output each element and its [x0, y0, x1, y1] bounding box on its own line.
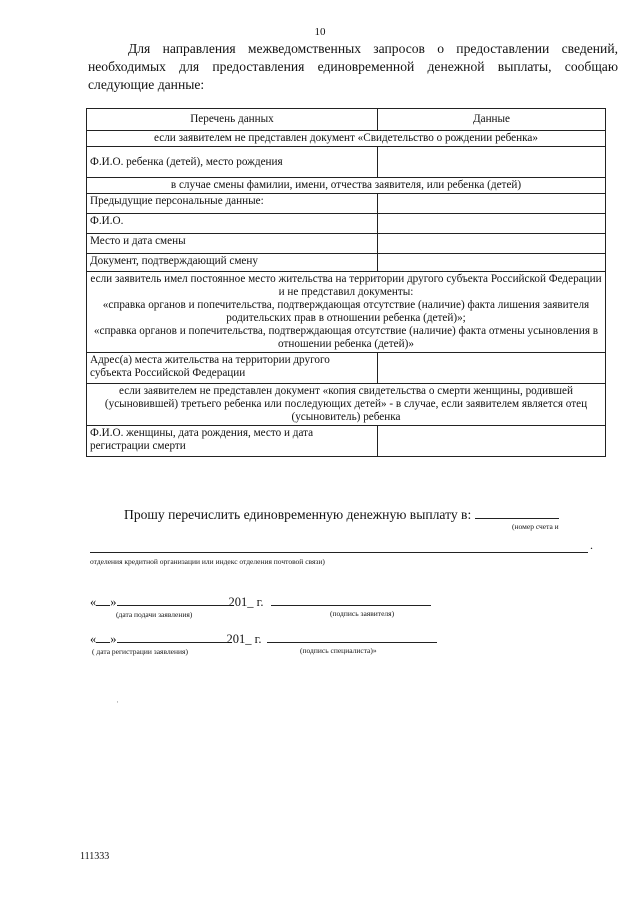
page-number: 10 [314, 26, 326, 38]
label-change-place-date: Место и дата смены [87, 234, 378, 254]
footer-code: 111333 [80, 851, 110, 862]
applicant-open-quote: « [90, 595, 97, 609]
table-row [87, 131, 606, 147]
table-row [87, 353, 606, 384]
intro-paragraph [88, 40, 618, 94]
caption-applicant-date: (дата подачи заявления) [116, 610, 193, 619]
other-region-doc-1: «справка органов и попечительства, подтверждающая отсутствие (наличие) факта лишения заявителя родительских прав в отношении ребенка (детей)»; [102, 299, 590, 324]
section-death-certificate: если заявителем не представлен документ «копия свидетельства о смерти женщины, родившей (усыновившей) третьего ребенка или последующих детей» - в случае, если заявителем является отец (усыновитель) ребенка [87, 384, 606, 426]
value-fio[interactable] [378, 214, 606, 234]
applicant-day-field[interactable] [96, 595, 110, 606]
value-change-document[interactable] [378, 254, 606, 272]
applicant-date-line [90, 595, 431, 610]
value-woman-data[interactable] [378, 426, 606, 457]
specialist-day-field[interactable] [96, 632, 110, 643]
table-row [87, 426, 606, 457]
applicant-year: 201_ г. [228, 595, 264, 609]
value-change-place-date[interactable] [378, 234, 606, 254]
bank-details-field[interactable] [90, 539, 588, 553]
data-table [86, 108, 606, 457]
specialist-year: 201_ г. [226, 632, 262, 646]
table-row [87, 194, 606, 214]
specialist-month-field[interactable] [117, 632, 227, 643]
specialist-date-line [90, 632, 437, 647]
header-data-list: Перечень данных [87, 109, 378, 131]
section-name-change: в случае смены фамилии, имени, отчества заявителя, или ребенка (детей) [87, 178, 606, 194]
label-woman-data: Ф.И.О. женщины, дата рождения, место и дата регистрации смерти [87, 426, 378, 457]
specialist-open-quote: « [90, 632, 97, 646]
other-region-doc-2: «справка органов и попечительства, подтверждающая отсутствие (наличие) факта отмены усыновления в отношении ребенка (детей)» [93, 325, 599, 350]
section-no-birth-certificate: если заявителем не представлен документ «Свидетельство о рождении ребенка» [87, 131, 606, 147]
label-change-document: Документ, подтверждающий смену [87, 254, 378, 272]
payment-request [124, 506, 559, 523]
caption-bank: отделения кредитной организации или индекс отделения почтовой связи) [90, 557, 325, 566]
applicant-month-field[interactable] [117, 595, 229, 606]
scan-mark: · [116, 697, 119, 707]
table-row [87, 254, 606, 272]
caption-specialist-date: ( дата регистрации заявления) [92, 647, 188, 656]
account-number-field[interactable] [475, 506, 559, 519]
intro-text: Для направления межведомственных запросов о предоставлении сведений, необходимых для предоставления единовременной денежной выплаты, сообщаю следующие данные: [88, 41, 618, 92]
value-addresses-other-region[interactable] [378, 353, 606, 384]
table-row [87, 178, 606, 194]
section-other-region [87, 272, 606, 353]
table-row [87, 272, 606, 353]
applicant-close-quote: » [110, 595, 117, 609]
label-fio: Ф.И.О. [87, 214, 378, 234]
label-previous-data: Предыдущие персональные данные: [87, 194, 378, 214]
caption-applicant-signature: (подпись заявителя) [330, 609, 395, 618]
table-header-row [87, 109, 606, 131]
caption-account: (номер счета и [512, 522, 559, 531]
caption-specialist-signature: (подпись специалиста)» [300, 646, 377, 655]
table-row [87, 214, 606, 234]
label-child-name: Ф.И.О. ребенка (детей), место рождения [87, 147, 378, 178]
value-child-name[interactable] [378, 147, 606, 178]
header-data-values: Данные [378, 109, 606, 131]
payment-request-text: Прошу перечислить единовременную денежную выплату в: [124, 507, 472, 522]
specialist-signature-field[interactable] [267, 632, 437, 643]
other-region-condition: если заявитель имел постоянное место жительства на территории другого субъекта Российской Федерации и не представил документы: [90, 273, 602, 298]
table-row [87, 384, 606, 426]
table-row [87, 234, 606, 254]
bank-details-period: . [590, 538, 593, 552]
table-row [87, 147, 606, 178]
applicant-signature-field[interactable] [271, 595, 431, 606]
label-addresses-other-region: Адрес(а) места жительства на территории другого субъекта Российской Федерации [87, 353, 378, 384]
specialist-close-quote: » [110, 632, 117, 646]
value-previous-data[interactable] [378, 194, 606, 214]
